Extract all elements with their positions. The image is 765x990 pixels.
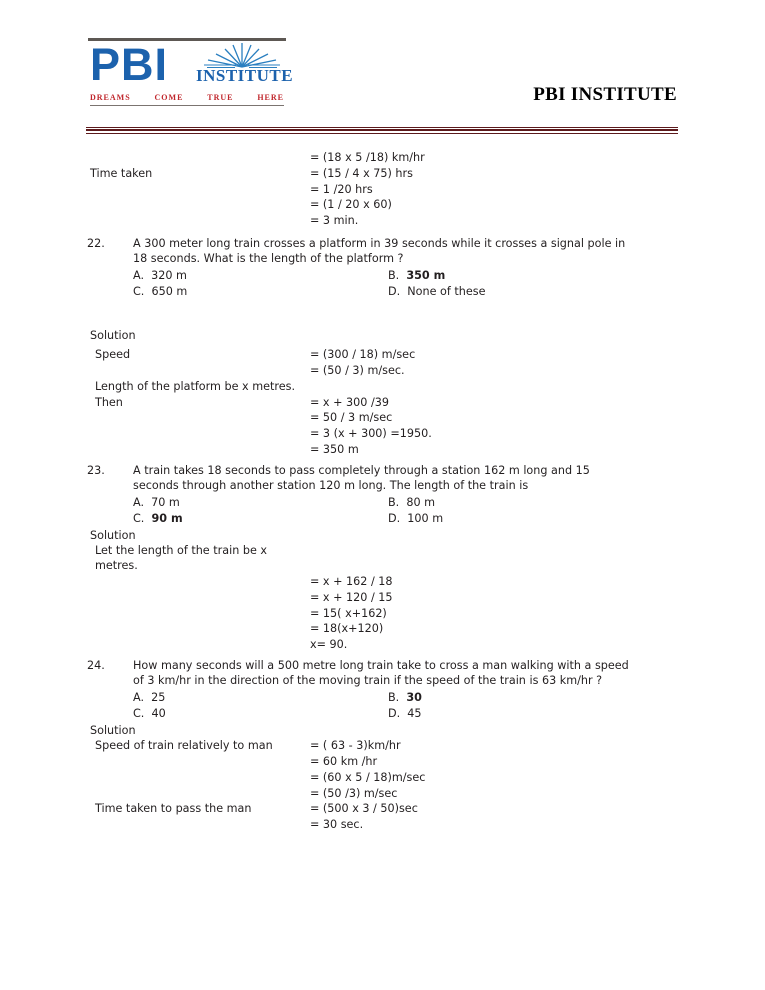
- solution-label: Length of the platform be x metres.: [95, 379, 295, 393]
- solution-equation: = 60 km /hr: [310, 755, 378, 768]
- logo-main-row: [88, 39, 294, 91]
- solution-equation: = 50 / 3 m/sec: [310, 411, 393, 425]
- page-header: [0, 0, 765, 105]
- logo-tagline: [90, 91, 284, 103]
- solution-label: Speed of train relatively to man: [95, 739, 273, 753]
- option-c[interactable]: [133, 706, 166, 722]
- tagline-word-4: HERE: [257, 92, 284, 102]
- option-key: C.: [133, 706, 152, 720]
- option-value: 40: [151, 706, 166, 720]
- option-value: 100 m: [407, 511, 444, 525]
- solution-equation: = (300 / 18) m/sec: [310, 348, 416, 362]
- intro-equation-line: = (15 / 4 x 75) hrs: [310, 166, 413, 180]
- intro-equation-line: = (18 x 5 /18) km/hr: [310, 151, 425, 164]
- solution-label: Then: [95, 395, 123, 409]
- document-body: [0, 150, 765, 838]
- option-b[interactable]: [388, 690, 422, 706]
- question-text: How many seconds will a 500 metre long train take to cross a man walking with a speed of 3 km/hr in the direction of the moving train if the speed of the train is 63 km/hr ?: [133, 659, 629, 688]
- option-value: 70 m: [151, 495, 180, 509]
- starburst-icon: [202, 41, 282, 69]
- intro-equation-line: = 3 min.: [310, 214, 359, 228]
- question-number: 23.: [87, 463, 105, 477]
- tagline-word-1: DREAMS: [90, 92, 131, 102]
- logo-institute-text: INSTITUTE: [196, 66, 294, 85]
- option-a[interactable]: [133, 495, 180, 511]
- option-key: A.: [133, 495, 152, 509]
- solution-equation: = 18(x+120): [310, 622, 384, 636]
- solution-heading: Solution: [90, 723, 136, 737]
- option-c[interactable]: [133, 511, 183, 527]
- tagline-word-3: TRUE: [207, 92, 234, 102]
- logo-brand-text: PBI: [90, 39, 169, 90]
- solution-equation: = 15( x+162): [310, 606, 387, 620]
- option-key: B.: [388, 269, 407, 282]
- option-a[interactable]: [133, 690, 165, 706]
- solution-equation: = ( 63 - 3)km/hr: [310, 739, 401, 753]
- option-value: 320 m: [151, 269, 187, 282]
- solution-equation: = (50 / 3) m/sec.: [310, 364, 405, 377]
- option-value: 90 m: [151, 511, 183, 525]
- option-key: A.: [133, 269, 152, 282]
- logo-institute-group: [196, 41, 294, 93]
- option-value: 30: [406, 691, 422, 704]
- option-value: 45: [407, 706, 422, 720]
- option-b[interactable]: [388, 268, 445, 284]
- option-d[interactable]: [388, 706, 422, 722]
- option-key: B.: [388, 691, 407, 704]
- option-value: 350 m: [406, 269, 446, 282]
- option-d[interactable]: [388, 511, 443, 527]
- solution-label: Let the length of the train be x metres.: [95, 544, 268, 573]
- option-key: C.: [133, 511, 152, 525]
- solution-equation: = (50 /3) m/sec: [310, 786, 398, 800]
- question-number: 22.: [87, 237, 105, 250]
- page-title: PBI INSTITUTE: [533, 84, 677, 105]
- solution-label: Time taken to pass the man: [95, 802, 252, 816]
- question-text: A 300 meter long train crosses a platform in 39 seconds while it crosses a signal pole in 18 seconds. What is the length of the platform ?: [133, 237, 626, 266]
- header-divider: [86, 127, 678, 134]
- solution-equation: = 350 m: [310, 443, 359, 456]
- option-a[interactable]: [133, 268, 187, 284]
- solution-equation: = 30 sec.: [310, 818, 364, 832]
- tagline-word-2: COME: [154, 92, 184, 102]
- option-value: 80 m: [406, 495, 436, 509]
- intro-label: Time taken: [90, 166, 153, 180]
- option-key: C.: [133, 284, 152, 298]
- solution-equation: = x + 300 /39: [310, 395, 389, 409]
- question-text: A train takes 18 seconds to pass completely through a station 162 m long and 15 seconds through another station 120 m long. The length of the train is: [133, 463, 590, 493]
- solution-label: Speed: [95, 348, 131, 362]
- solution-equation: = x + 120 / 15: [310, 590, 393, 604]
- solution-equation: x= 90.: [310, 638, 348, 652]
- solution-heading: Solution: [90, 528, 136, 542]
- option-value: None of these: [407, 284, 486, 298]
- pbi-institute-logo: [88, 38, 294, 110]
- option-value: 25: [151, 691, 166, 704]
- option-value: 650 m: [151, 284, 188, 298]
- option-key: B.: [388, 495, 407, 509]
- intro-equation-line: = 1 /20 hrs: [310, 182, 373, 196]
- option-key: D.: [388, 284, 408, 298]
- option-key: D.: [388, 706, 408, 720]
- solution-equation: = (60 x 5 / 18)m/sec: [310, 770, 426, 784]
- option-key: D.: [388, 511, 408, 525]
- option-c[interactable]: [133, 284, 187, 300]
- option-d[interactable]: [388, 284, 485, 300]
- option-b[interactable]: [388, 495, 435, 511]
- logo-underline-divider: [90, 105, 284, 106]
- solution-equation: = (500 x 3 / 50)sec: [310, 802, 418, 816]
- solution-equation: = x + 162 / 18: [310, 575, 393, 588]
- solution-equation: = 3 (x + 300) =1950.: [310, 427, 432, 441]
- option-key: A.: [133, 691, 152, 704]
- intro-equation-line: = (1 / 20 x 60): [310, 198, 392, 212]
- question-number: 24.: [87, 659, 105, 672]
- solution-heading: Solution: [90, 328, 136, 342]
